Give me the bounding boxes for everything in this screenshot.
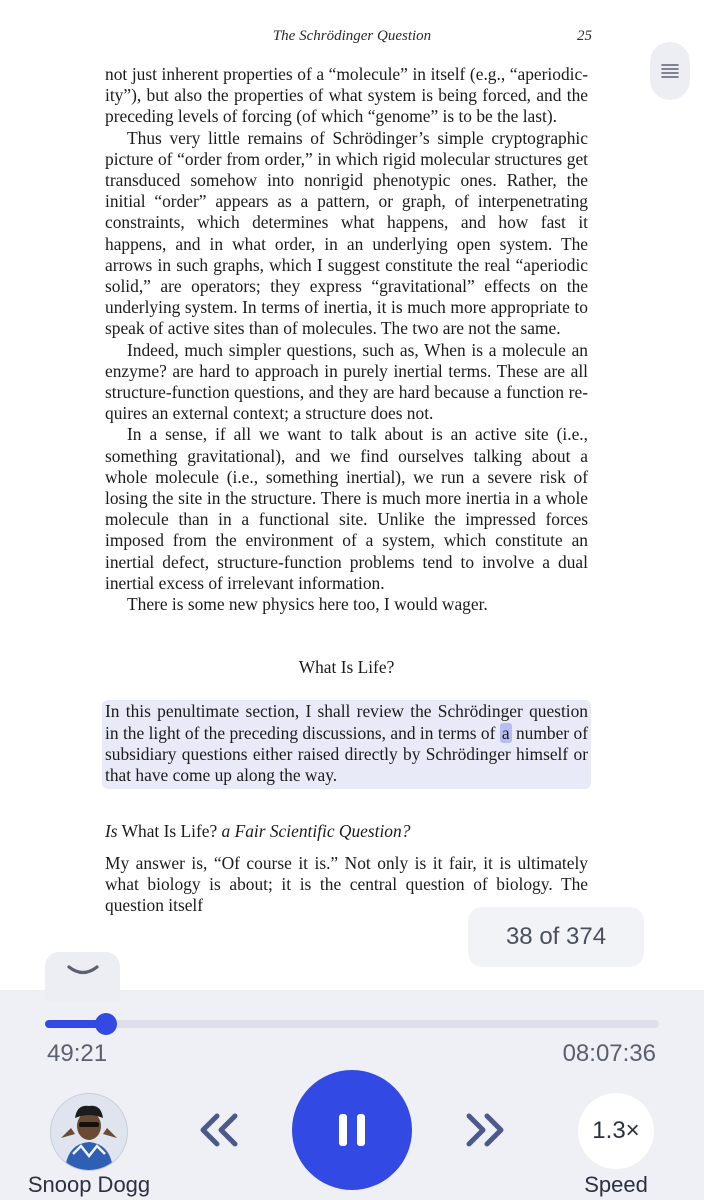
paragraph: In a sense, if all we want to talk about is an active site (i.e., something gravitational), and we find ourselves talking about a whole molecule (i.e., something inertial), we run a severe risk of losing the site in the structure. There is much more inertia in a whole molecule than in a functional site. Unlike the impressed forces imposed from the environment of a system, which constitute an inertial defect, structure-function problems tend to involve a dual inertial excess of irrelevant information.: [105, 424, 588, 593]
pause-icon: [337, 1112, 367, 1148]
playback-speed-button[interactable]: 1.3×: [578, 1093, 654, 1169]
book-page-text: [105, 64, 588, 916]
paragraph: Indeed, much simpler questions, such as, When is a molecule an enzyme? are hard to approach in purely inertial terms. These are all structure-function questions, and they are hard because a function requires an external context; a structure does not.: [105, 339, 588, 424]
page-number: 25: [577, 28, 592, 44]
subheading-book-title: What Is Life?: [117, 821, 222, 842]
page-counter: 38 of 374: [468, 907, 644, 967]
narrator-avatar[interactable]: [50, 1093, 128, 1171]
pause-button[interactable]: [292, 1070, 412, 1190]
collapse-player-button[interactable]: [45, 952, 120, 1002]
menu-button[interactable]: [650, 42, 690, 100]
paragraph-text-before: In this penultimate section, I shall review the Schrödinger question in the light of the preceding discussions, and in terms of: [105, 701, 588, 743]
fast-forward-button[interactable]: [460, 1108, 510, 1152]
double-chevron-left-icon: [197, 1112, 241, 1148]
rewind-button[interactable]: [194, 1108, 244, 1152]
remaining-time: 08:07:36: [562, 1040, 656, 1067]
speed-label: Speed: [584, 1172, 648, 1197]
running-head: [0, 28, 704, 48]
paragraph: My answer is, “Of course it is.” Not only is it fair, it is ultimately what biology is about; it is the central question of biology. The question itself: [105, 852, 588, 915]
playback-progress-slider[interactable]: [45, 1020, 659, 1028]
subheading-rest: a Fair Scientific Question?: [221, 821, 411, 842]
subsection-heading: [105, 821, 588, 842]
section-heading: What Is Life?: [298, 657, 395, 678]
double-chevron-right-icon: [463, 1112, 507, 1148]
chevron-down-icon: [66, 964, 100, 978]
narrator-photo-icon: [51, 1094, 127, 1170]
paragraph: Thus very little remains of Schrödinger’s simple cryptographic picture of “order from order,” in which rigid molecular structures get transduced somehow into nonrigid phenotypic ones. Rather, the initial “order” appears as a pattern, or graph, of interpenetrating constraints, which determines what happens, and how fast it happens, and in what order, in an underlying open system. The arrows in such graphs, which I suggest constitute the real “aperiodic solid,” are operators; they express “gravitational” effects on the underlying system. In terms of inertia, it is much more appropriate to speak of active sites than of molecules. The two are not the same.: [105, 127, 588, 339]
paragraph: There is some new physics here too, I would wager.: [127, 594, 488, 615]
subheading-is: Is: [105, 821, 118, 842]
narrator-name: Snoop Dogg: [27, 1172, 151, 1197]
running-head-title: The Schrödinger Question: [272, 28, 432, 44]
paragraph-text-after: number of subsidiary questions either raised directly by Schrödinger himself or that have come up along the way.: [105, 722, 588, 786]
menu-lines-icon: [660, 61, 680, 81]
paragraph: not just inherent properties of a “molecule” in itself (e.g., “aperiodicity”), but also the properties of what system is being forced, and the preceding levels of forcing (of which “genome” is to be the last).: [105, 64, 588, 127]
elapsed-time: 49:21: [47, 1040, 108, 1067]
current-reading-paragraph[interactable]: [102, 700, 591, 789]
current-word-highlight: a: [501, 722, 510, 743]
